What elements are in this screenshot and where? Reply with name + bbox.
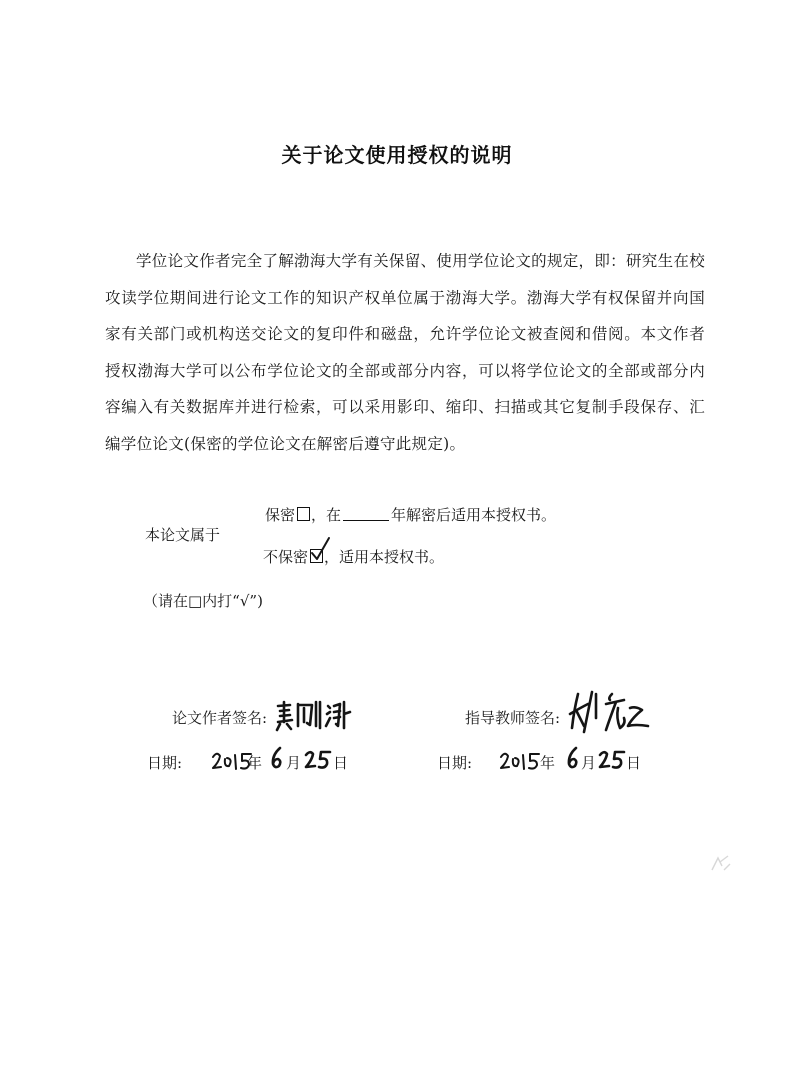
secret-checkbox[interactable] (297, 507, 310, 521)
advisor-year-unit: 年 (540, 754, 556, 772)
advisor-signature-image (566, 688, 650, 736)
advisor-signature-label: 指导教师签名: (465, 709, 561, 727)
author-date-line (147, 752, 182, 774)
option-secret-prefix: 保密 (265, 506, 296, 524)
unseal-year-blank (343, 506, 389, 521)
option-public-prefix: 不保密 (263, 548, 309, 566)
author-date-month-handwritten (269, 745, 285, 771)
advisor-date-day-handwritten (598, 748, 628, 772)
option-public-suffix: ，适用本授权书。 (324, 548, 445, 566)
author-signature-label: 论文作者签名: (172, 709, 268, 727)
advisor-date-label: 日期: (437, 754, 473, 772)
checkbox-instruction: （请在□内打“√”) (143, 592, 263, 610)
advisor-date-month-handwritten (565, 745, 581, 771)
option-secret-suffix: 年解密后适用本授权书。 (391, 506, 557, 524)
public-checkbox[interactable] (310, 549, 323, 563)
option-secret-line (265, 504, 556, 526)
advisor-day-unit: 日 (626, 754, 642, 772)
author-month-unit: 月 (286, 754, 302, 772)
confidentiality-label: 本论文属于 (145, 526, 221, 544)
option-public-line (263, 546, 444, 568)
page-title: 关于论文使用授权的说明 (281, 143, 513, 167)
author-day-unit: 日 (333, 754, 349, 772)
checkmark-icon (309, 536, 331, 562)
option-secret-mid: ，在 (311, 506, 342, 524)
author-date-day-handwritten (304, 748, 334, 772)
author-date-label: 日期: (147, 754, 183, 772)
author-signature-image (274, 698, 354, 732)
authorization-paragraph: 学位论文作者完全了解渤海大学有关保留、使用学位论文的规定，即：研究生在校攻读学位期间进行论文工作的知识产权单位属于渤海大学。渤海大学有权保留并向国家有关部门或机构送交论文的复印件和磁盘，允许学位论文被查阅和借阅。本文作者授权渤海大学可以公布学位论文的全部或部分内容，可以将学位论文的全部或部分内容编入有关数据库并进行检索，可以采用影印、缩印、扫描或其它复制手段保存、汇编学位论文(保密的学位论文在解密后遵守此规定)。 (105, 252, 705, 453)
advisor-date-year-handwritten (499, 749, 543, 773)
scan-artifact-mark (708, 852, 734, 874)
advisor-month-unit: 月 (581, 754, 597, 772)
advisor-date-line (437, 752, 472, 774)
author-year-unit: 年 (247, 754, 263, 772)
